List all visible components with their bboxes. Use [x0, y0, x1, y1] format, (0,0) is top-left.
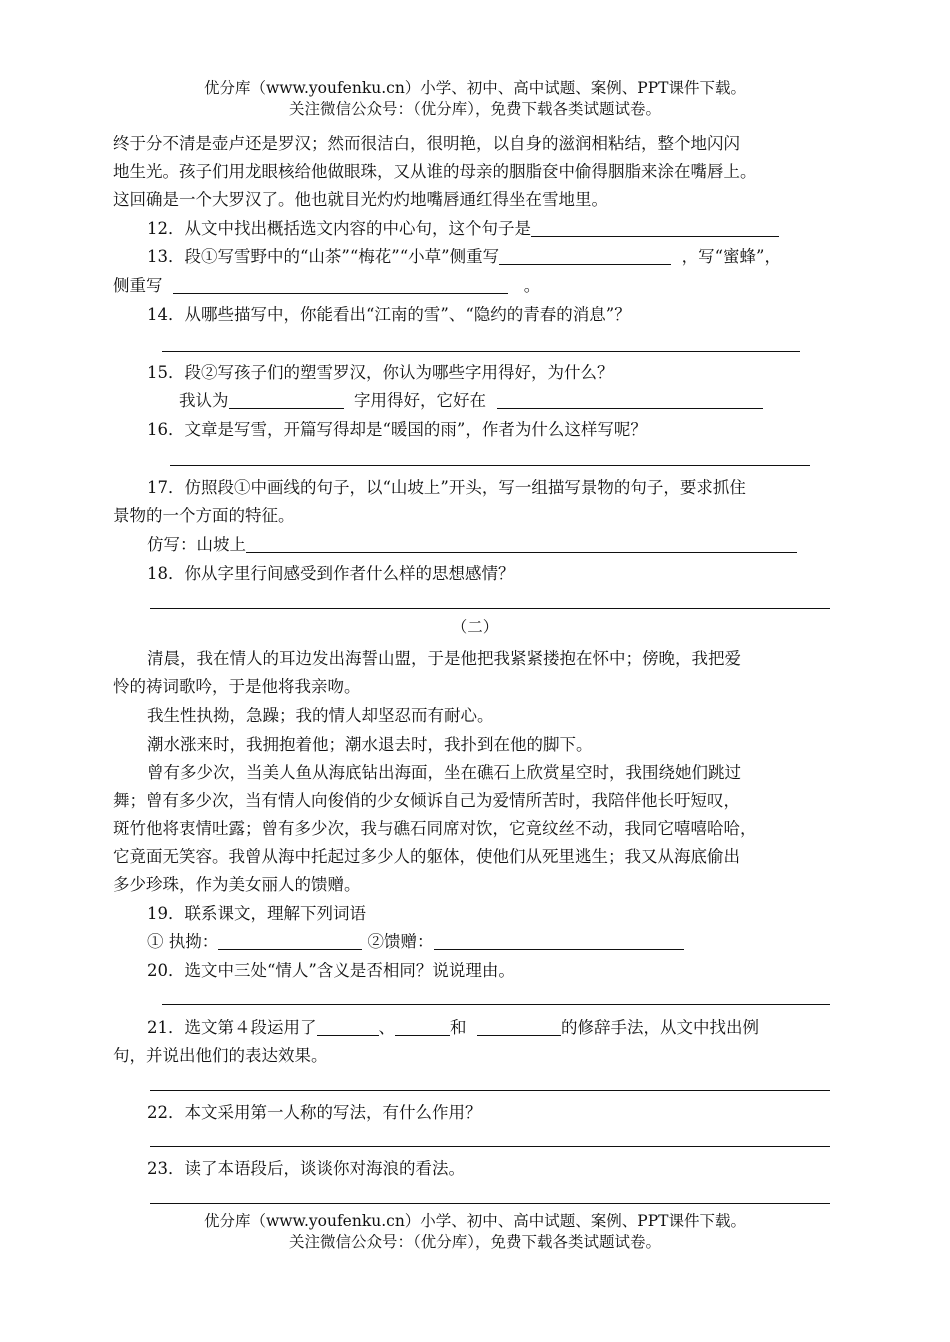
header-line-1: 优分库（www.youfenku.cn）小学、初中、高中试题、案例、PPT课件下载。 — [203, 79, 747, 97]
answer-blank-17[interactable] — [246, 534, 797, 553]
question-17-answer-label: 仿写：山坡上 — [147, 535, 246, 554]
answer-blank-15b[interactable] — [497, 390, 763, 409]
question-20: 20．选文中三处“情人”含义是否相同？说说理由。 — [147, 961, 515, 980]
answer-blank-21c[interactable] — [477, 1017, 561, 1036]
question-21-text-d: 的修辞手法，从文中找出例 — [561, 1018, 759, 1037]
passage2-p1-line-2: 怜的祷词歌吟，于是他将我亲吻。 — [113, 677, 361, 696]
question-12 — [113, 215, 874, 243]
answer-blank-21b[interactable] — [395, 1017, 450, 1036]
question-15-label-a: 我认为 — [179, 391, 229, 410]
answer-blank-13a[interactable] — [499, 246, 671, 265]
answer-line-14[interactable] — [162, 351, 800, 352]
question-13-text-c: 侧重写 — [113, 276, 163, 295]
answer-line-22[interactable] — [150, 1146, 830, 1147]
passage1-line-2: 地生光。孩子们用龙眼核给他做眼珠，又从谁的母亲的胭脂奁中偷得胭脂来涂在嘴唇上。 — [113, 162, 757, 181]
question-18: 18．你从字里行间感受到作者什么样的思想感情？ — [147, 564, 515, 583]
question-17-answer — [113, 531, 874, 559]
passage2-p4-line-5: 多少珍珠，作为美女丽人的馈赠。 — [113, 875, 361, 894]
answer-blank-12[interactable] — [531, 218, 779, 237]
passage2-p1-line-1: 清晨，我在情人的耳边发出海誓山盟，于是他把我紧紧搂抱在怀中；傍晚，我把爱 — [147, 649, 741, 668]
question-13-text-b: ，写“蜜蜂”， — [681, 247, 781, 266]
question-12-text: 12．从文中找出概括选文内容的中心句，这个句子是 — [147, 219, 531, 238]
question-15: 15．段②写孩子们的塑雪罗汉，你认为哪些字用得好，为什么？ — [147, 363, 614, 382]
question-16: 16．文章是写雪，开篇写得却是“暖国的雨”，作者为什么这样写呢？ — [147, 420, 647, 439]
question-21-line-2: 句，并说出他们的表达效果。 — [113, 1046, 328, 1065]
section-2-title: （二） — [451, 618, 499, 636]
question-19-item-1: ① 执拗： — [147, 932, 219, 951]
answer-blank-21a[interactable] — [317, 1017, 379, 1036]
question-21-text-a: 21．选文第４段运用了 — [147, 1018, 317, 1037]
question-13 — [113, 243, 874, 271]
question-15-answer — [113, 387, 906, 415]
answer-line-18[interactable] — [150, 608, 830, 609]
answer-line-21[interactable] — [150, 1090, 830, 1091]
question-21-text-b: 、 — [378, 1018, 395, 1037]
passage2-p4-line-4: 它竟面无笑容。我曾从海中托起过多少人的躯体，使他们从死里逃生；我又从海底偷出 — [113, 847, 740, 866]
answer-blank-13b[interactable] — [173, 275, 508, 294]
answer-blank-19b[interactable] — [434, 931, 684, 950]
footer-line-2: 关注微信公众号：（优分库），免费下载各类试题试卷。 — [288, 1233, 661, 1251]
question-22: 22．本文采用第一人称的写法，有什么作用？ — [147, 1103, 482, 1122]
passage2-p2: 我生性执拗，急躁；我的情人却坚忍而有耐心。 — [147, 706, 494, 725]
passage2-p4-line-2: 舞；曾有多少次，当有情人向俊俏的少女倾诉自己为爱情所苦时，我陪伴他长吁短叹， — [113, 791, 740, 810]
question-21-text-c: 和 — [450, 1018, 467, 1037]
answer-line-20[interactable] — [162, 1004, 830, 1005]
passage2-p4-line-3: 斑竹他将衷情吐露；曾有多少次，我与礁石同席对饮，它竟纹丝不动，我同它嘻嘻哈哈， — [113, 819, 757, 838]
footer-line-1: 优分库（www.youfenku.cn）小学、初中、高中试题、案例、PPT课件下载。 — [203, 1212, 747, 1230]
question-17-line-1: 17．仿照段①中画线的句子，以“山坡上”开头，写一组描写景物的句子，要求抓住 — [147, 478, 746, 497]
question-15-label-b: 字用得好，它好在 — [354, 391, 486, 410]
question-17-line-2: 景物的一个方面的特征。 — [113, 506, 295, 525]
question-13-line-2 — [113, 272, 840, 300]
question-19-items — [113, 928, 874, 956]
question-21 — [113, 1014, 874, 1042]
passage1-line-1: 终于分不清是壶卢还是罗汉；然而很洁白，很明艳，以自身的滋润相粘结，整个地闪闪 — [113, 134, 740, 153]
passage2-p4-line-1: 曾有多少次，当美人鱼从海底钻出海面，坐在礁石上欣赏星空时，我围绕她们跳过 — [147, 763, 741, 782]
answer-blank-15a[interactable] — [229, 390, 344, 409]
passage1-line-3: 这回确是一个大罗汉了。他也就目光灼灼地嘴唇通红得坐在雪地里。 — [113, 190, 608, 209]
question-19: 19．联系课文，理解下列词语 — [147, 904, 366, 923]
question-23: 23．读了本语段后，谈谈你对海浪的看法。 — [147, 1159, 465, 1178]
answer-blank-19a[interactable] — [218, 931, 362, 950]
passage2-p3: 潮水涨来时，我拥抱着他；潮水退去时，我扑到在他的脚下。 — [147, 735, 593, 754]
question-19-item-2: ②馈赠： — [367, 932, 434, 951]
question-13-text-a: 13．段①写雪野中的“山茶”“梅花”“小草”侧重写 — [147, 247, 500, 266]
header-line-2: 关注微信公众号：（优分库），免费下载各类试题试卷。 — [288, 100, 661, 118]
question-14: 14．从哪些描写中，你能看出“江南的雪”、“隐约的青春的消息”？ — [147, 305, 631, 324]
question-13-end: 。 — [523, 276, 541, 295]
answer-line-16[interactable] — [170, 465, 810, 466]
answer-line-23[interactable] — [150, 1203, 830, 1204]
